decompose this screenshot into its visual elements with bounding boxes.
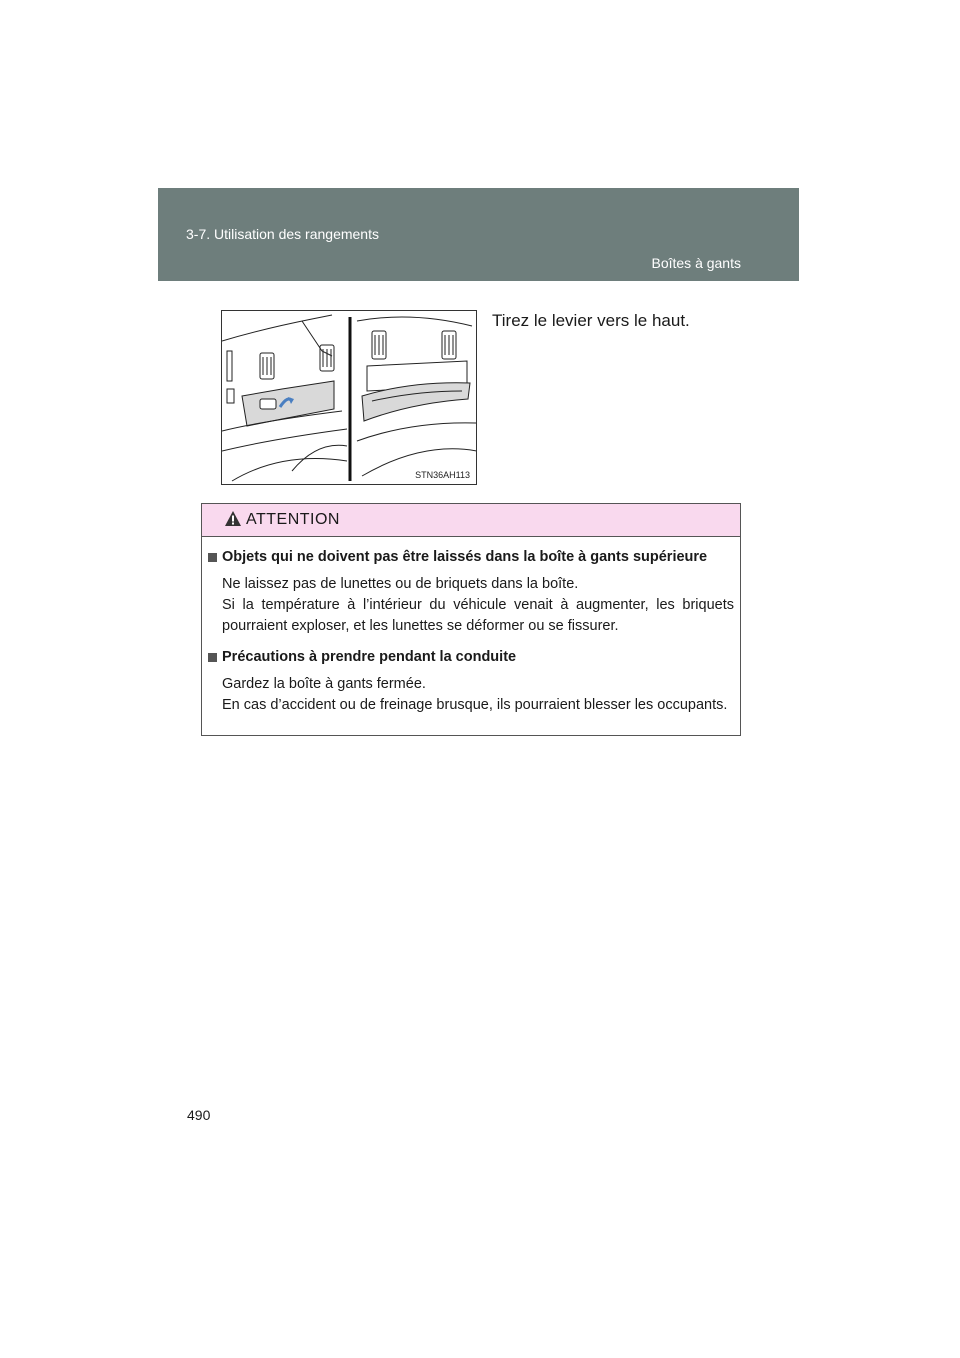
chapter-title: 3-7. Utilisation des rangements <box>186 226 379 242</box>
warning-item-line: Gardez la boîte à gants fermée. <box>222 676 426 692</box>
warning-box <box>201 503 741 736</box>
warning-triangle-icon <box>224 510 242 527</box>
warning-item-line: Ne laissez pas de lunettes ou de briquets dans la boîte. <box>222 576 579 592</box>
warning-item-line: Si la température à l’intérieur du véhicule venait à augmenter, les briquets pourraient exploser, et les lunettes se déformer ou se fissurer. <box>222 597 734 634</box>
page-number: 490 <box>187 1107 211 1123</box>
warning-item-heading: Précautions à prendre pendant la conduite <box>222 649 517 665</box>
warning-item-line: En cas d’accident ou de freinage brusque, ils pourraient blesser les occupants. <box>222 697 728 713</box>
warning-title: ATTENTION <box>246 511 340 528</box>
instruction-text: Tirez le levier vers le haut. <box>492 311 690 330</box>
warning-item <box>208 647 734 716</box>
warning-item <box>208 547 734 637</box>
section-title: Boîtes à gants <box>651 255 741 271</box>
glove-box-illustration <box>221 310 477 485</box>
dashboard-drawing <box>222 311 477 485</box>
header-band <box>158 188 799 281</box>
square-bullet-icon <box>208 553 217 562</box>
warning-item-heading: Objets qui ne doivent pas être laissés dans la boîte à gants supérieure <box>222 549 708 565</box>
warning-body <box>202 537 740 716</box>
warning-header <box>202 504 740 537</box>
square-bullet-icon <box>208 653 217 662</box>
figure-code: STN36AH113 <box>415 470 470 480</box>
